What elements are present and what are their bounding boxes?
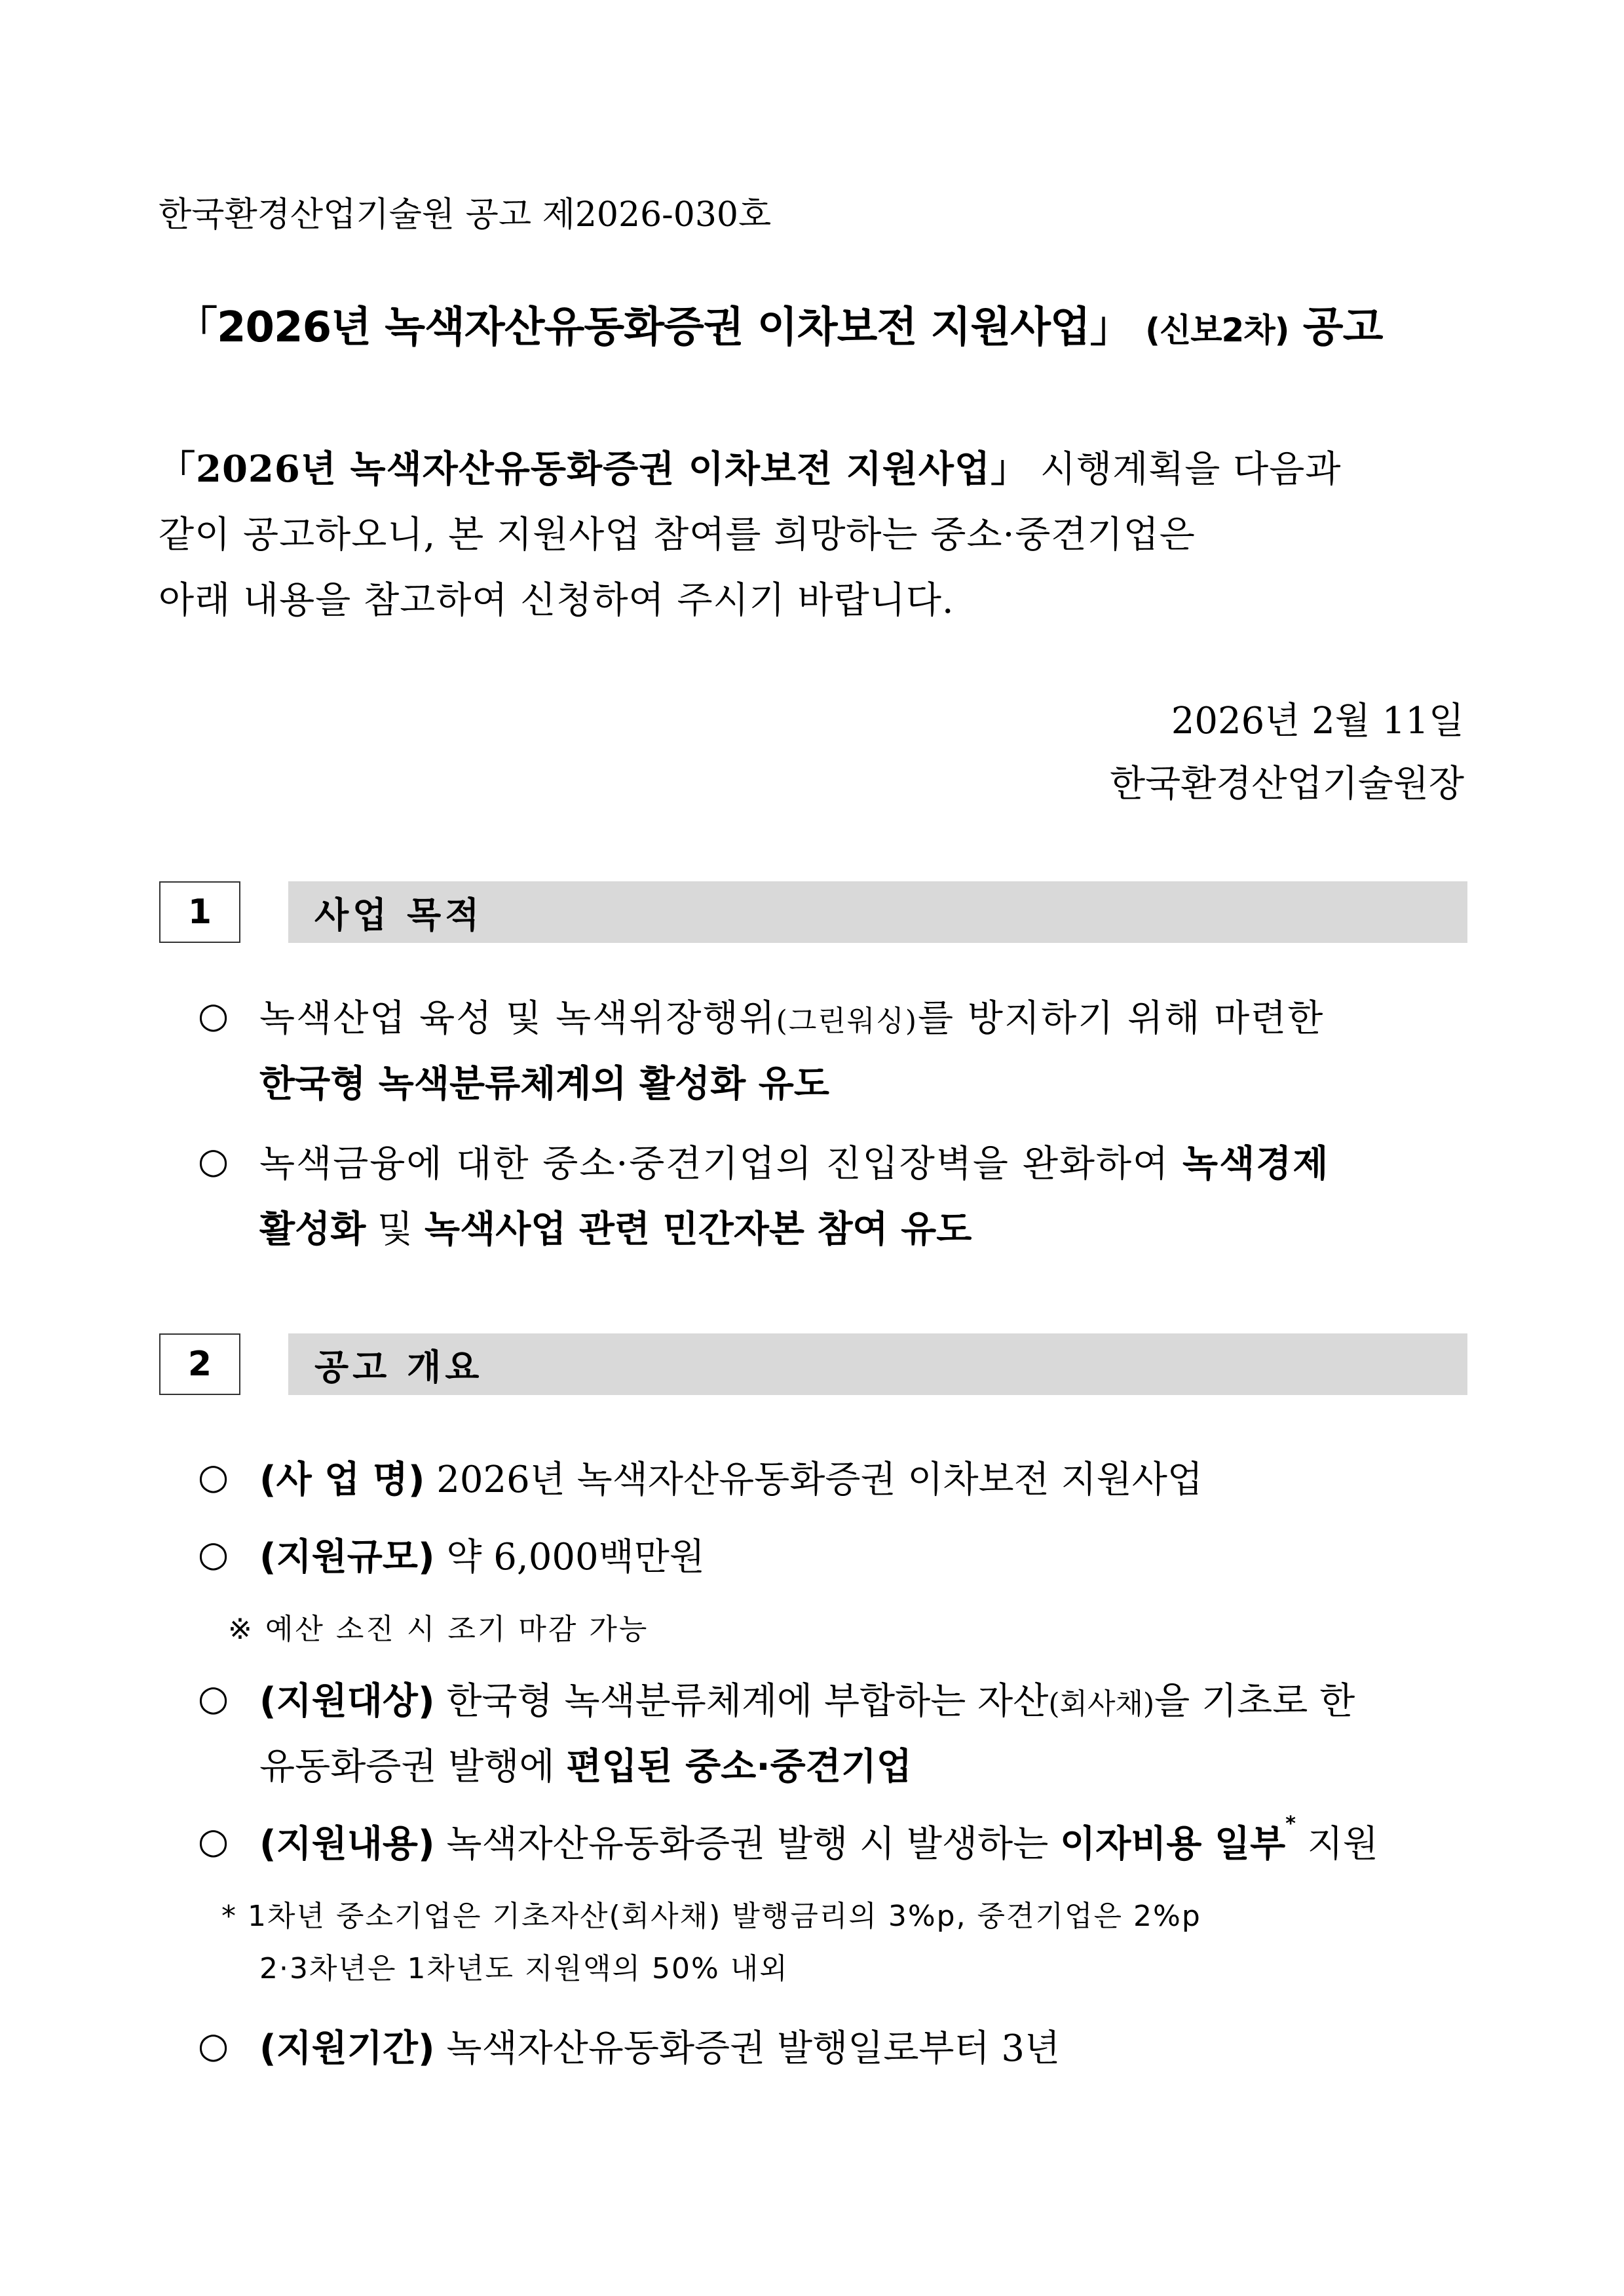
footnote-marker: *	[1285, 1812, 1296, 1835]
overview-target-line-2	[259, 1738, 912, 1790]
text-segment: 및	[366, 1208, 425, 1251]
bullet-circle-icon: ○	[198, 1456, 229, 1497]
bullet-circle-icon: ○	[198, 1533, 229, 1575]
text-segment: 녹색금융에 대한 중소·중견기업의 진입장벽을 완화하여	[259, 1143, 1183, 1185]
issuer-name: 한국환경산업기술원장	[1110, 763, 1464, 805]
intro-line-3: 아래 내용을 참고하여 신청하여 주시기 바랍니다.	[159, 579, 954, 622]
purpose-item-1-line-2: 한국형 녹색분류체계의 활성화 유도	[259, 1063, 829, 1105]
item-text: 녹색자산유동화증권 발행 시 발생하는	[434, 1823, 1061, 1866]
overview-budget	[259, 1528, 705, 1580]
item-text-bold: 편입된 중소·중견기업	[566, 1746, 913, 1788]
text-segment-small: (그린워싱)	[776, 1004, 918, 1038]
notice-date: 2026년 2월 11일	[1171, 700, 1464, 742]
overview-target-line-1	[259, 1672, 1355, 1725]
bullet-circle-icon: ○	[198, 2025, 229, 2066]
bullet-circle-icon: ○	[198, 995, 229, 1036]
item-label: (지원대상)	[259, 1680, 435, 1723]
item-text: 약 6,000백만원	[434, 1536, 705, 1578]
item-label: (지원내용)	[259, 1823, 435, 1866]
intro-line-2: 같이 공고하오니, 본 지원사업 참여를 희망하는 중소·중견기업은	[159, 514, 1196, 556]
purpose-item-2-line-2	[259, 1200, 972, 1253]
item-text: 한국형 녹색분류체계에 부합하는 자산	[434, 1680, 1049, 1723]
support-footnote-line-2: 2·3차년은 1차년도 지원액의 50% 내외	[259, 1952, 789, 1985]
section-title-1: 사업 목적	[288, 881, 1467, 943]
bullet-circle-icon: ○	[198, 1820, 229, 1862]
support-footnote-line-1: * 1차년 중소기업은 기초자산(회사채) 발행금리의 3%p, 중견기업은 2%p	[221, 1900, 1201, 1933]
text-segment-bold: 활성화	[259, 1208, 366, 1251]
title-main: 「2026년 녹색자산유동화증권 이차보전 지원사업」	[176, 303, 1131, 352]
bullet-circle-icon: ○	[198, 1140, 229, 1181]
item-text: 을 기초로 한	[1154, 1680, 1355, 1723]
text-segment-bold: 녹색사업 관련 민간자본 참여 유도	[425, 1208, 972, 1251]
item-label: (사 업 명)	[259, 1459, 425, 1501]
notice-number: 한국환경산업기술원 공고 제2026-030호	[159, 195, 772, 235]
item-text: 지원	[1295, 1823, 1378, 1866]
overview-support-content	[259, 1812, 1378, 1867]
item-label: (지원규모)	[259, 1536, 435, 1578]
title-end: 공고	[1302, 303, 1383, 352]
text-segment: 를 방지하기 위해 마련한	[918, 997, 1325, 1040]
overview-program-name	[259, 1451, 1203, 1503]
item-label: (지원기간)	[259, 2027, 435, 2070]
purpose-item-2-line-1	[259, 1135, 1329, 1187]
title-sub: (신보2차)	[1145, 311, 1289, 349]
overview-support-period	[259, 2019, 1060, 2072]
bullet-circle-icon: ○	[198, 1677, 229, 1719]
item-text: 녹색자산유동화증권 발행일로부터 3년	[434, 2027, 1061, 2070]
section-title-2: 공고 개요	[288, 1333, 1467, 1395]
page-title	[176, 294, 1382, 354]
section-number-1: 1	[159, 881, 240, 943]
item-text: 2026년 녹색자산유동화증권 이차보전 지원사업	[425, 1459, 1203, 1501]
budget-note: ※ 예산 소진 시 조기 마감 가능	[228, 1613, 649, 1646]
intro-program-name: 「2026년 녹색자산유동화증권 이차보전 지원사업」	[159, 448, 1029, 491]
purpose-item-1-line-1	[259, 989, 1324, 1042]
item-text-bold: 이자비용 일부	[1060, 1823, 1286, 1866]
text-segment-bold: 녹색경제	[1182, 1143, 1330, 1185]
item-text: 유동화증권 발행에	[259, 1746, 567, 1788]
item-text-small: (회사채)	[1048, 1687, 1155, 1721]
intro-line-1-rest: 시행계획을 다음과	[1028, 448, 1342, 491]
section-number-2: 2	[159, 1333, 240, 1395]
text-segment: 녹색산업 육성 및 녹색위장행위	[259, 997, 776, 1040]
intro-line-1	[159, 440, 1341, 493]
